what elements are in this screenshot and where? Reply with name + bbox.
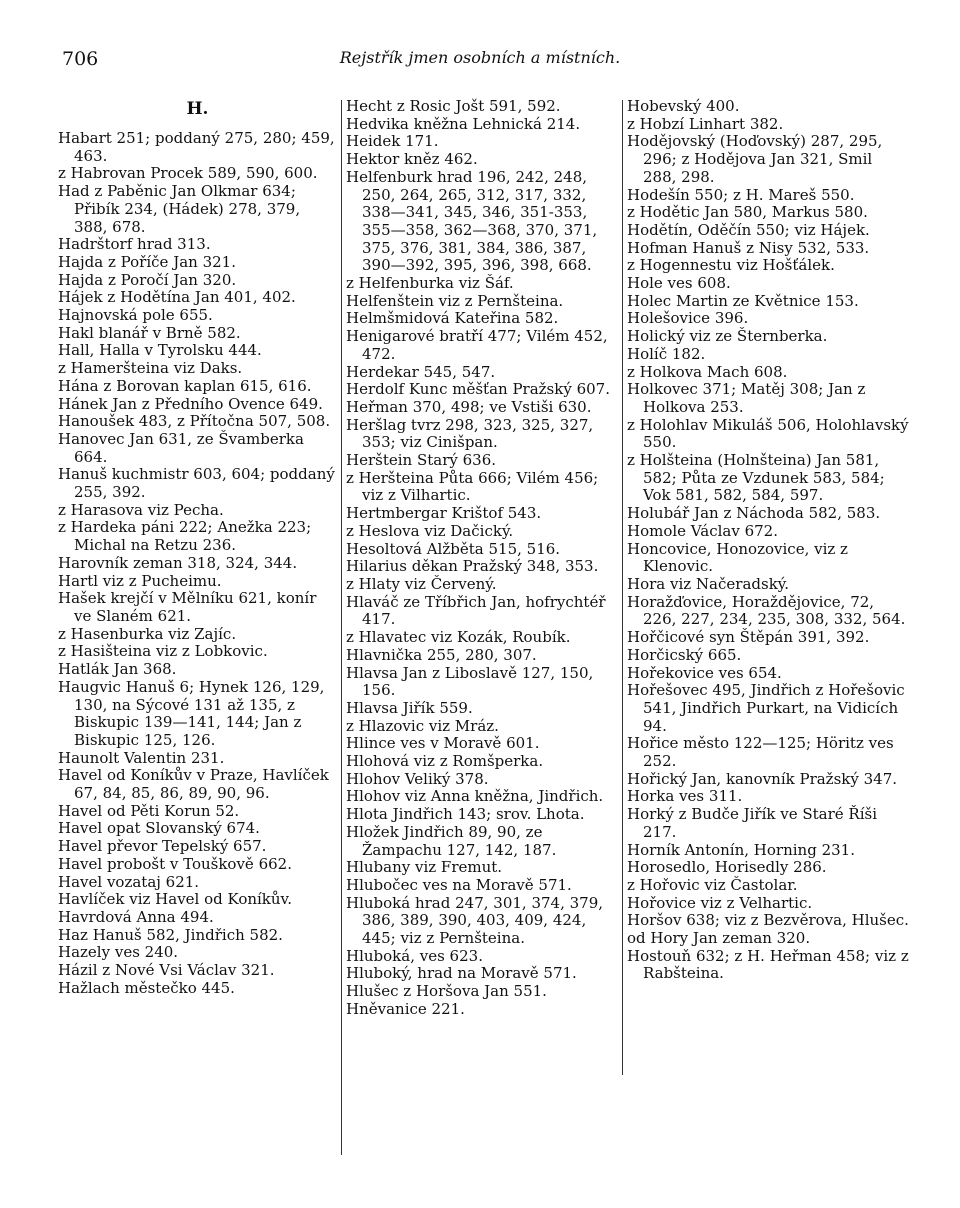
index-entry: Horšov 638; viz z Bezvěrova, Hlušec. <box>627 911 909 930</box>
index-entry: Havel od Koníkův v Praze, Havlíček 67, 84, 85, 86, 89, 90, 96. <box>58 766 329 803</box>
index-entries-1 <box>58 130 337 997</box>
index-entry: Hesoltová Alžběta 515, 516. <box>346 539 561 558</box>
index-entry: Harovník zeman 318, 324, 344. <box>58 553 298 572</box>
index-entry: Horosedlo, Horisedly 286. <box>627 858 827 877</box>
index-entry: Havlíček viz Havel od Koníkův. <box>58 890 293 909</box>
index-entry: Horký z Budče Jiřík ve Staré Říši 217. <box>627 805 878 841</box>
index-entry: z Hasenburka viz Zajíc. <box>58 624 237 643</box>
index-entry: Hanovec Jan 631, ze Švamberka 664. <box>58 429 304 466</box>
index-entry: Hatlák Jan 368. <box>58 660 177 679</box>
index-entry: Hlubočec ves na Moravě 571. <box>346 875 572 894</box>
index-entry: Hodětín, Oděčín 550; viz Hájek. <box>627 220 870 239</box>
index-entry: z Hasišteina viz z Lobkovic. <box>58 642 268 661</box>
index-entry: Hlohov Veliký 378. <box>346 769 489 788</box>
index-entry: Hlavsa Jiřík 559. <box>346 698 473 717</box>
index-entry: Hájek z Hodětína Jan 401, 402. <box>58 288 296 307</box>
index-entry: z Hogennestu viz Hošťálek. <box>627 256 835 275</box>
index-entry: Havel vozataj 621. <box>58 872 200 891</box>
index-entry: Hlubany viz Fremut. <box>346 858 503 877</box>
index-entry: Heřman 370, 498; ve Vstiši 630. <box>346 397 592 416</box>
column-divider <box>341 100 342 1155</box>
index-entry: Holkovec 371; Matěj 308; Jan z Holkova 253. <box>627 380 866 416</box>
index-entries-2 <box>346 98 618 1019</box>
index-entry: Hodějovský (Hoďovský) 287, 295, 296; z Hodějova Jan 321, Smil 288, 298. <box>627 132 883 186</box>
index-entry: Horník Antonín, Horning 231. <box>627 840 855 859</box>
index-entry: Helmšmidová Kateřina 582. <box>346 309 559 328</box>
index-entry: Hostouň 632; z H. Heřman 458; viz z Rabšteina. <box>627 946 909 983</box>
section-letter-heading: H. <box>186 99 209 119</box>
index-entry: Hlavnička 255, 280, 307. <box>346 645 537 664</box>
index-entry: z Harasova viz Pecha. <box>58 500 224 519</box>
index-entry: Hořovice viz z Velhartic. <box>627 893 813 912</box>
index-entry: z Hořovic viz Častolar. <box>627 875 798 894</box>
index-entry: z Hlavatec viz Kozák, Roubík. <box>346 628 571 647</box>
index-entry: Házil z Nové Vsi Václav 321. <box>58 961 275 980</box>
index-entry: Hlohová viz z Romšperka. <box>346 752 544 771</box>
index-entry: Helfenburk hrad 196, 242, 248, 250, 264, 265, 312, 317, 332, 338—341, 345, 346, 351-353, 355—358, 362—368, 370, 371, 375, 376, 381, 384, 386, 387, 390—392, 395, 396, 398, 668. <box>346 167 598 275</box>
index-entry: z Hlazovic viz Mráz. <box>346 716 499 735</box>
index-entry: Hartl viz z Pucheimu. <box>58 571 222 590</box>
running-title: Rejstřík jmen osobních a místních. <box>339 48 621 67</box>
index-entry: Hložek Jindřich 89, 90, ze Žampachu 127, 142, 187. <box>346 822 557 859</box>
index-entry: z Helfenburka viz Šáf. <box>346 274 514 293</box>
index-entry: Hlaváč ze Tříbřich Jan, hofrychtéř 417. <box>346 592 606 629</box>
index-entry: Hlušec z Horšova Jan 551. <box>346 982 547 1001</box>
index-entry: Hluboký, hrad na Moravě 571. <box>346 964 577 983</box>
index-entry: Hněvanice 221. <box>346 999 465 1018</box>
index-entry: Hedvika kněžna Lehnická 214. <box>346 114 581 133</box>
index-entry: z Hardeka páni 222; Anežka 223; Michal na Retzu 236. <box>58 518 312 555</box>
index-entry: Havel od Pěti Korun 52. <box>58 801 240 820</box>
index-entry: Havel probošt v Touškově 662. <box>58 854 292 873</box>
index-entry: Hlohov viz Anna kněžna, Jindřich. <box>346 787 604 806</box>
index-entry: z Holohlav Mikuláš 506, Holohlavský 550. <box>627 415 909 452</box>
index-entry: Herštein Starý 636. <box>346 451 497 470</box>
index-entry: Hobevský 400. <box>627 97 740 115</box>
index-entry: Hajda z Poročí Jan 320. <box>58 270 237 289</box>
index-entry: Haugvic Hanuš 6; Hynek 126, 129, 130, na Sýcové 131 až 135, z Biskupic 139—141, 144; Jan z Biskupic 125, 126. <box>58 677 325 749</box>
index-entry: Hánek Jan z Předního Ovence 649. <box>58 394 323 413</box>
index-entry: z Heršteina Půta 666; Vilém 456; viz z Vilhartic. <box>346 468 599 505</box>
index-entry: Hajda z Poříče Jan 321. <box>58 252 236 271</box>
index-entry: Honcovice, Honozovice, viz z Klenovic. <box>627 539 848 576</box>
index-entry: Hodešín 550; z H. Mareš 550. <box>627 185 855 204</box>
index-entry: Holubář Jan z Náchoda 582, 583. <box>627 504 881 523</box>
index-entry: z Holšteina (Holnšteina) Jan 581, 582; Půta ze Vzdunek 583, 584; Vok 581, 582, 584, 597. <box>627 451 885 505</box>
index-entry: Holešovice 396. <box>627 309 749 328</box>
index-entry: Hazely ves 240. <box>58 943 179 962</box>
index-entry: Habart 251; poddaný 275, 280; 459, 463. <box>58 129 335 165</box>
index-entry: Hofman Hanuš z Nisy 532, 533. <box>627 238 870 257</box>
index-entry: Haz Hanuš 582, Jindřich 582. <box>58 925 283 944</box>
index-entries-3 <box>627 98 909 983</box>
index-entry: od Hory Jan zeman 320. <box>627 929 811 948</box>
index-entry: Holíč 182. <box>627 344 706 363</box>
index-entry: Hluboká, ves 623. <box>346 946 483 965</box>
index-entry: Havel převor Tepelský 657. <box>58 837 267 856</box>
page-number: 706 <box>62 48 99 70</box>
index-entry: Hořice město 122—125; Höritz ves 252. <box>627 734 894 771</box>
index-entry: Hlince ves v Moravě 601. <box>346 734 540 753</box>
index-entry: Herdekar 545, 547. <box>346 362 496 381</box>
index-entry: Had z Paběnic Jan Olkmar 634; Přibík 234, (Hádek) 278, 379, 388, 678. <box>58 182 301 236</box>
index-entry: z Holkova Mach 608. <box>627 362 788 381</box>
index-entry: Hořešovec 495, Jindřich z Hořešovic 541, Jindřich Purkart, na Vidicích 94. <box>627 681 905 735</box>
index-entry: Herdolf Kunc měšťan Pražský 607. <box>346 380 610 399</box>
index-column-1 <box>58 98 337 997</box>
index-entry: Holec Martin ze Květnice 153. <box>627 291 859 310</box>
index-entry: Hašek krejčí v Mělníku 621, konír ve Slaném 621. <box>58 589 317 625</box>
index-entry: Hecht z Rosic Jošt 591, 592. <box>346 97 561 115</box>
index-entry: z Habrovan Procek 589, 590, 600. <box>58 164 318 183</box>
index-entry: z Hodětic Jan 580, Markus 580. <box>627 203 868 222</box>
column-divider <box>622 100 623 1075</box>
index-entry: Homole Václav 672. <box>627 521 778 540</box>
index-entry: Hořický Jan, kanovník Pražský 347. <box>627 769 898 788</box>
index-entry: Hektor kněz 462. <box>346 150 478 169</box>
index-entry: Heršlag tvrz 298, 323, 325, 327, 353; viz Cinišpan. <box>346 415 594 452</box>
index-entry: Hora viz Načeradský. <box>627 574 790 593</box>
index-entry: Hluboká hrad 247, 301, 374, 379, 386, 389, 390, 403, 409, 424, 445; viz z Pernšteina. <box>346 893 604 948</box>
index-entry: Hakl blanář v Brně 582. <box>58 323 241 342</box>
index-entry: Hořčicové syn Štěpán 391, 392. <box>627 628 870 647</box>
index-column-2 <box>346 98 618 1019</box>
index-entry: Helfenštein viz z Pernšteina. <box>346 291 564 310</box>
index-entry: Hadrštorf hrad 313. <box>58 235 211 254</box>
index-entry: Horka ves 311. <box>627 787 743 806</box>
index-entry: Heidek 171. <box>346 132 439 151</box>
index-entry: Horčicský 665. <box>627 645 742 664</box>
index-entry: Hlavsa Jan z Liboslavě 127, 150, 156. <box>346 663 594 700</box>
index-entry: Hajnovská pole 655. <box>58 306 213 325</box>
index-entry: Hanoušek 483, z Přítočna 507, 508. <box>58 412 331 431</box>
index-entry: z Hobzí Linhart 382. <box>627 114 784 133</box>
index-entry: Hána z Borovan kaplan 615, 616. <box>58 376 312 395</box>
index-entry: Hole ves 608. <box>627 274 731 293</box>
index-entry: z Heslova viz Dačický. <box>346 521 514 540</box>
index-entry: Hažlach městečko 445. <box>58 978 235 997</box>
index-entry: Hořekovice ves 654. <box>627 663 782 682</box>
index-entry: Horažďovice, Horaždějovice, 72, 226, 227, 234, 235, 308, 332, 564. <box>627 592 906 629</box>
index-entry: Hanuš kuchmistr 603, 604; poddaný 255, 392. <box>58 465 335 502</box>
index-entry: Hilarius děkan Pražský 348, 353. <box>346 557 599 576</box>
index-entry: Hertmbergar Krištof 543. <box>346 504 542 523</box>
index-entry: Henigarové bratří 477; Vilém 452, 472. <box>346 327 608 363</box>
index-entry: Holický viz ze Šternberka. <box>627 327 828 346</box>
index-column-3 <box>627 98 909 983</box>
index-entry: Hlota Jindřich 143; srov. Lhota. <box>346 805 585 824</box>
index-entry: z Hlaty viz Červený. <box>346 574 497 593</box>
index-entry: Hall, Halla v Tyrolsku 444. <box>58 341 262 360</box>
index-entry: z Hameršteina viz Daks. <box>58 359 243 378</box>
index-entry: Havel opat Slovanský 674. <box>58 819 260 838</box>
page-header <box>58 48 902 76</box>
index-entry: Havrdová Anna 494. <box>58 907 214 926</box>
index-entry: Haunolt Valentin 231. <box>58 748 225 767</box>
